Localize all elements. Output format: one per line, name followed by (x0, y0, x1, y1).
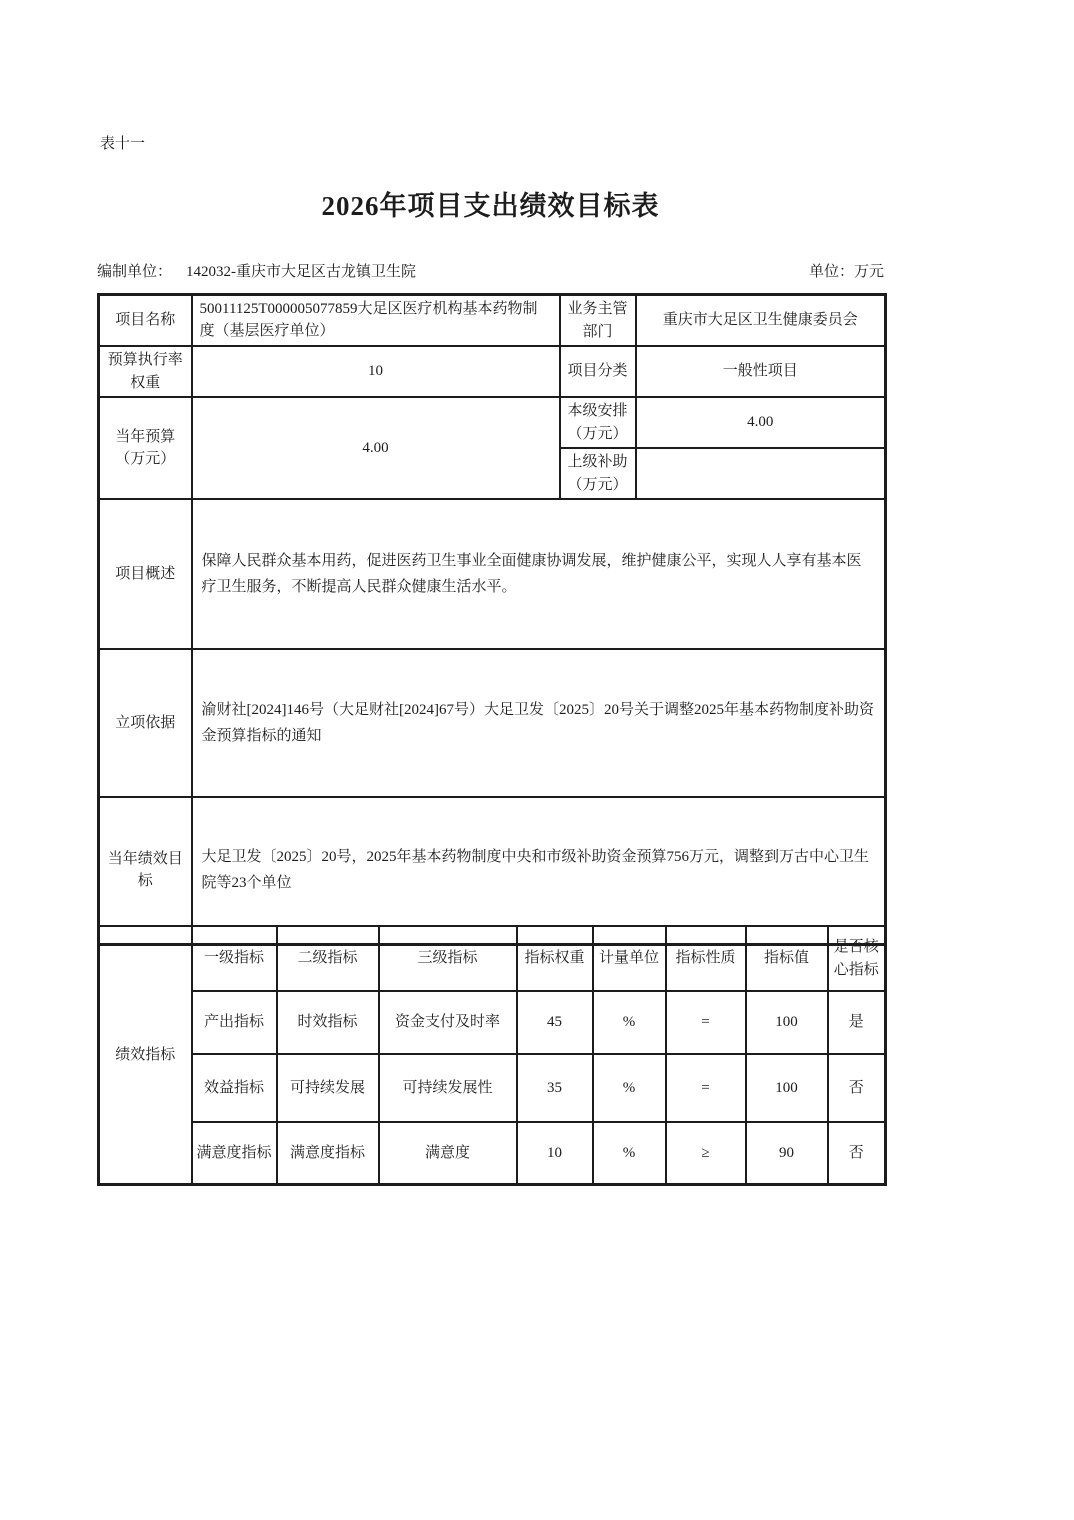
currency-unit-label: 单位：万元 (808, 264, 884, 280)
performance-indicators-table (97, 925, 887, 1186)
superior-subsidy-label: 上级补助（万元） (560, 448, 636, 499)
cell-weight: 35 (517, 1054, 593, 1122)
table-row (99, 649, 886, 797)
annual-goal-label: 当年绩效目标 (99, 797, 192, 944)
cell-level2: 可持续发展 (277, 1054, 379, 1122)
cell-weight: 10 (517, 1122, 593, 1184)
budget-rate-value: 10 (192, 346, 560, 397)
cell-core: 否 (828, 1122, 886, 1184)
annual-goal-value: 大足卫发〔2025〕20号，2025年基本药物制度中央和市级补助资金预算756万元，调整到万古中心卫生院等23个单位 (192, 797, 886, 944)
cell-level2: 时效指标 (277, 991, 379, 1054)
meta-row (97, 260, 884, 281)
cell-unit: % (593, 1054, 666, 1122)
superior-subsidy-value (636, 448, 886, 499)
cell-nature: = (666, 991, 746, 1054)
project-name-label: 项目名称 (99, 295, 192, 347)
header-value: 指标值 (746, 926, 828, 991)
cell-level3: 满意度 (379, 1122, 517, 1184)
header-core: 是否核心指标 (828, 926, 886, 991)
cell-weight: 45 (517, 991, 593, 1054)
header-level3: 三级指标 (379, 926, 517, 991)
indicator-row (99, 1054, 886, 1122)
table-number-label: 表十一 (100, 136, 146, 152)
local-arrangement-label: 本级安排（万元） (560, 397, 636, 448)
cell-level2: 满意度指标 (277, 1122, 379, 1184)
header-nature: 指标性质 (666, 926, 746, 991)
indicator-header-row (99, 926, 886, 991)
indicator-row (99, 1122, 886, 1184)
prepared-by-value: 142032-重庆市大足区古龙镇卫生院 (186, 264, 417, 280)
table-row (99, 797, 886, 944)
cell-level1: 效益指标 (192, 1054, 277, 1122)
project-name-value: 50011125T000005077859大足区医疗机构基本药物制度（基层医疗单位） (192, 295, 560, 347)
cell-core: 否 (828, 1054, 886, 1122)
table-row (99, 397, 886, 448)
cell-nature: ≥ (666, 1122, 746, 1184)
year-budget-value: 4.00 (192, 397, 560, 499)
cell-value: 100 (746, 1054, 828, 1122)
cell-unit: % (593, 991, 666, 1054)
cell-unit: % (593, 1122, 666, 1184)
basis-value: 渝财社[2024]146号（大足财社[2024]67号）大足卫发〔2025〕20号关于调整2025年基本药物制度补助资金预算指标的通知 (192, 649, 886, 797)
header-unit: 计量单位 (593, 926, 666, 991)
budget-rate-label: 预算执行率权重 (99, 346, 192, 397)
dept-value: 重庆市大足区卫生健康委员会 (636, 295, 886, 347)
header-weight: 指标权重 (517, 926, 593, 991)
overview-value: 保障人民群众基本用药，促进医药卫生事业全面健康协调发展，维护健康公平，实现人人享有基本医疗卫生服务，不断提高人民群众健康生活水平。 (192, 499, 886, 649)
project-info-table (97, 293, 887, 946)
cell-level3: 可持续发展性 (379, 1054, 517, 1122)
table-row (99, 346, 886, 397)
indicators-section-label: 绩效指标 (99, 926, 192, 1184)
cell-level1: 满意度指标 (192, 1122, 277, 1184)
indicator-row (99, 991, 886, 1054)
table-row (99, 295, 886, 347)
cell-level1: 产出指标 (192, 991, 277, 1054)
basis-label: 立项依据 (99, 649, 192, 797)
overview-label: 项目概述 (99, 499, 192, 649)
prepared-by-label: 编制单位： (97, 264, 173, 280)
cell-value: 90 (746, 1122, 828, 1184)
dept-label: 业务主管部门 (560, 295, 636, 347)
table-row (99, 499, 886, 649)
local-arrangement-value: 4.00 (636, 397, 886, 448)
cell-level3: 资金支付及时率 (379, 991, 517, 1054)
header-level1: 一级指标 (192, 926, 277, 991)
cell-nature: = (666, 1054, 746, 1122)
cell-core: 是 (828, 991, 886, 1054)
category-label: 项目分类 (560, 346, 636, 397)
header-level2: 二级指标 (277, 926, 379, 991)
year-budget-label: 当年预算（万元） (99, 397, 192, 499)
cell-value: 100 (746, 991, 828, 1054)
category-value: 一般性项目 (636, 346, 886, 397)
page-title: 2026年项目支出绩效目标表 (321, 191, 660, 221)
